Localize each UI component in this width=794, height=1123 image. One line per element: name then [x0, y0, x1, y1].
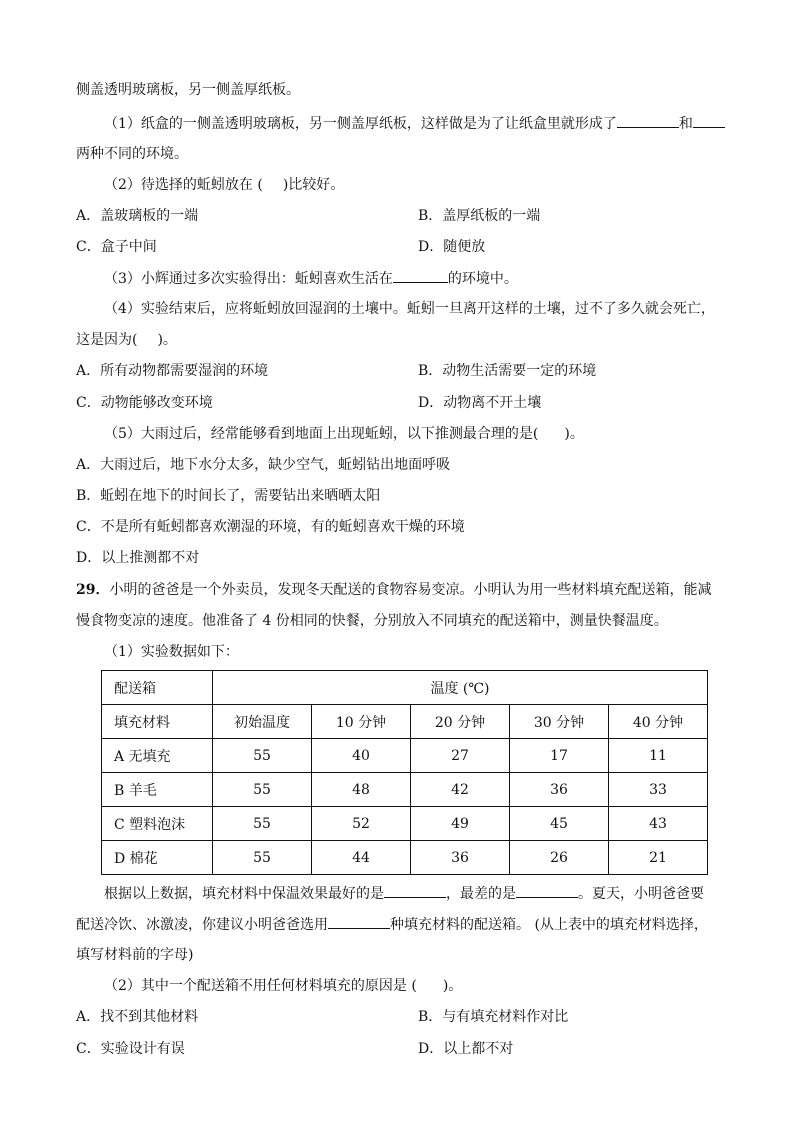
q28-sub4-line1: （4）实验结束后，应将蚯蚓放回湿润的土壤中。蚯蚓一旦离开这样的土壤，过不了多久就会死亡，	[104, 301, 715, 317]
table-cell: 21	[609, 841, 708, 875]
q28-sub4-option-a[interactable]: A．所有动物都需要湿润的环境	[76, 363, 269, 379]
header-cell-temperature: 温度 (℃)	[213, 671, 708, 705]
q29-paragraph-text: 配送冷饮、冰激凌，你建议小明爸爸选用	[76, 917, 328, 933]
header-cell-box: 配送箱	[102, 671, 213, 705]
table-cell: 11	[609, 739, 708, 773]
question-number: 29．	[76, 582, 110, 598]
q28-sub1-and: 和	[678, 116, 693, 132]
q28-sub5-option-b[interactable]: B．蚯蚓在地下的时间长了，需要钻出来晒晒太阳	[76, 488, 381, 504]
q28-sub5-option-a[interactable]: A．大雨过后，地下水分太多，缺少空气，蚯蚓钻出地面呼吸	[76, 457, 451, 473]
q28-sub2-option-d[interactable]: D．随便放	[418, 239, 486, 255]
q29-sub2-stem	[104, 976, 462, 996]
q28-sub5-text: （5）大雨过后，经常能够看到地面上出现蚯蚓，以下推测最合理的是(	[104, 426, 539, 442]
row-label: A 无填充	[102, 739, 213, 773]
table-cell: 48	[312, 773, 411, 807]
q28-sub2-option-a[interactable]: A．盖玻璃板的一端	[76, 208, 199, 224]
table-row	[102, 841, 708, 875]
q29-sub2-text: （2）其中一个配送箱不用任何材料填充的原因是 (	[104, 978, 417, 994]
row-label: C 塑料泡沫	[102, 807, 213, 841]
q29-sub2-option-c[interactable]: C．实验设计有误	[76, 1041, 185, 1057]
q28-sub5-stem	[104, 424, 584, 444]
column-header: 30 分钟	[510, 705, 609, 739]
q29-stem-text: 小明的爸爸是一个外卖员，发现冬天配送的食物容易变凉。小明认为用一些材料填充配送箱，能减	[109, 582, 712, 598]
q29-paragraph-line1	[104, 883, 704, 904]
q29-sub2-option-b[interactable]: B．与有填充材料作对比	[418, 1009, 569, 1025]
answer-blank[interactable]	[693, 113, 725, 128]
q29-paragraph-text: 种填充材料的配送箱。 (从上表中的填充材料选择，	[390, 917, 708, 933]
q28-sub3-text: （3）小辉通过多次实验得出：蚯蚓喜欢生活在	[104, 271, 393, 287]
row-label: B 羊毛	[102, 773, 213, 807]
table-header-row	[102, 671, 708, 705]
q29-paragraph-line2	[76, 914, 708, 935]
q28-sub2-text: （2）待选择的蚯蚓放在 (	[104, 177, 263, 193]
table-cell: 40	[312, 739, 411, 773]
q28-sub2-option-c[interactable]: C．盒子中间	[76, 239, 157, 255]
q29-stem-line2: 慢食物变凉的速度。他准备了 4 份相同的快餐，分别放入不同填充的配送箱中，测量快餐温度。	[76, 613, 668, 629]
q28-sub3-text-end: 的环境中。	[447, 271, 518, 287]
q29-sub2-text-end: )。	[442, 978, 463, 994]
q28-sub5-option-d[interactable]: D．以上推测都不对	[76, 550, 200, 566]
q28-sub5-option-c[interactable]: C．不是所有蚯蚓都喜欢潮湿的环境，有的蚯蚓喜欢干燥的环境	[76, 519, 465, 535]
table-cell: 45	[510, 807, 609, 841]
table-cell: 42	[411, 773, 510, 807]
q28-sub4-text: 这是因为(	[76, 332, 138, 348]
table-row	[102, 739, 708, 773]
q28-sub3	[104, 268, 518, 289]
table-cell: 55	[213, 841, 312, 875]
table-cell: 49	[411, 807, 510, 841]
q28-sub4-line2	[76, 330, 177, 350]
q29-sub1-title: （1）实验数据如下：	[104, 644, 239, 660]
q28-sub4-text-end: )。	[157, 332, 177, 348]
q29-paragraph-text: ，最差的是	[446, 886, 516, 902]
table-cell: 43	[609, 807, 708, 841]
answer-blank[interactable]	[617, 113, 679, 128]
table-row	[102, 773, 708, 807]
q28-sub2-stem	[104, 175, 344, 195]
table-cell: 36	[411, 841, 510, 875]
table-cell: 17	[510, 739, 609, 773]
column-header: 20 分钟	[411, 705, 510, 739]
q29-paragraph-line3: 填写材料前的字母)	[76, 947, 194, 963]
column-header: 初始温度	[213, 705, 312, 739]
table-cell: 52	[312, 807, 411, 841]
answer-blank[interactable]	[393, 268, 448, 283]
q29-sub2-option-d[interactable]: D．以上都不对	[418, 1041, 514, 1057]
table-cell: 36	[510, 773, 609, 807]
q28-sub2-option-b[interactable]: B．盖厚纸板的一端	[418, 208, 541, 224]
q28-sub1-line2: 两种不同的环境。	[76, 146, 188, 162]
table-cell: 33	[609, 773, 708, 807]
table-cell: 55	[213, 739, 312, 773]
answer-blank[interactable]	[384, 883, 446, 898]
q28-sub4-option-c[interactable]: C．动物能够改变环境	[76, 395, 213, 411]
q28-sub4-option-d[interactable]: D．动物离不开土壤	[418, 395, 542, 411]
intro-tail: 侧盖透明玻璃板，另一侧盖厚纸板。	[76, 82, 300, 98]
q28-sub1-line1	[104, 113, 725, 134]
table-cell: 27	[411, 739, 510, 773]
q29-stem-line1	[76, 580, 711, 600]
q29-sub2-option-a[interactable]: A．找不到其他材料	[76, 1009, 199, 1025]
table-header-row	[102, 705, 708, 739]
column-header: 40 分钟	[609, 705, 708, 739]
row-label: D 棉花	[102, 841, 213, 875]
answer-blank[interactable]	[328, 914, 390, 929]
q28-sub2-text-end: )比较好。	[282, 177, 345, 193]
temperature-table	[101, 670, 708, 875]
table-row	[102, 807, 708, 841]
table-cell: 44	[312, 841, 411, 875]
answer-blank[interactable]	[516, 883, 578, 898]
q28-sub1-text: （1）纸盒的一侧盖透明玻璃板，另一侧盖厚纸板，这样做是为了让纸盒里就形成了	[104, 116, 617, 132]
q29-paragraph-text: 。夏天，小明爸爸要	[578, 886, 704, 902]
table-cell: 26	[510, 841, 609, 875]
table-cell: 55	[213, 807, 312, 841]
q29-paragraph-text: 根据以上数据，填充材料中保温效果最好的是	[104, 886, 384, 902]
q28-sub4-option-b[interactable]: B．动物生活需要一定的环境	[418, 363, 597, 379]
column-header: 10 分钟	[312, 705, 411, 739]
table-cell: 55	[213, 773, 312, 807]
header-cell-material: 填充材料	[102, 705, 213, 739]
q28-sub5-text-end: )。	[564, 426, 584, 442]
